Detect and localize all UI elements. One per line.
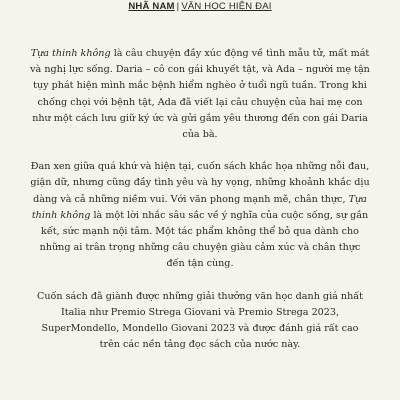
- paragraph-text: Cuốn sách đã giành được những giải thưởng văn học danh giá nhất Italia như Premio Strega Giovani và Premio Strega 2023, SuperMondello, Mondello Giovani 2023 và được đánh giá rất cao trên các nền tảng đọc sách của nước này.: [36, 290, 364, 351]
- paragraph-text: là câu chuyện đầy xúc động về tình mẫu tử, mất mát và nghị lực sống. Daria – cô con gái khuyết tật, và Ada – người mẹ tận tụy phát hiện mình mắc bệnh hiểm nghèo ở tuổi ngũ tuần. Trong khi chống chọi với bệnh tật, Ada đã viết lại câu chuyện của hai mẹ con như một cách lưu giữ ký ức và gửi gắm yêu thương đến con gái Daria của bà.: [30, 48, 370, 141]
- paragraph-text: Đan xen giữa quá khứ và hiện tại, cuốn sách khắc họa những nỗi đau, giận dữ, nhưng cũng đầy tình yêu và hy vọng, những khoảnh khắc dịu dàng và cả những niềm vui. Với văn phong mạnh mẽ, chân thực,: [30, 161, 370, 205]
- paragraph-review: [30, 159, 370, 272]
- paragraph-awards: [30, 289, 370, 354]
- header-separator: |: [176, 1, 180, 12]
- publisher-header: [0, 0, 400, 14]
- book-description: [30, 46, 370, 369]
- paragraph-text: là một lời nhắc sâu sắc về ý nghĩa của cuộc sống, sự gắn kết, sức mạnh nội tâm. Một tác phẩm không thể bỏ qua dành cho những ai trân trọng những câu chuyện giàu cảm xúc và chân thực đến tận cùng.: [39, 209, 369, 270]
- book-title: Tựa thinh không: [31, 193, 367, 221]
- imprint-name: VĂN HỌC HIỆN ĐẠI: [181, 1, 272, 12]
- publisher-brand: NHÃ NAM: [128, 1, 175, 12]
- book-title: Tựa thinh không: [30, 48, 111, 59]
- paragraph-intro: [30, 46, 370, 143]
